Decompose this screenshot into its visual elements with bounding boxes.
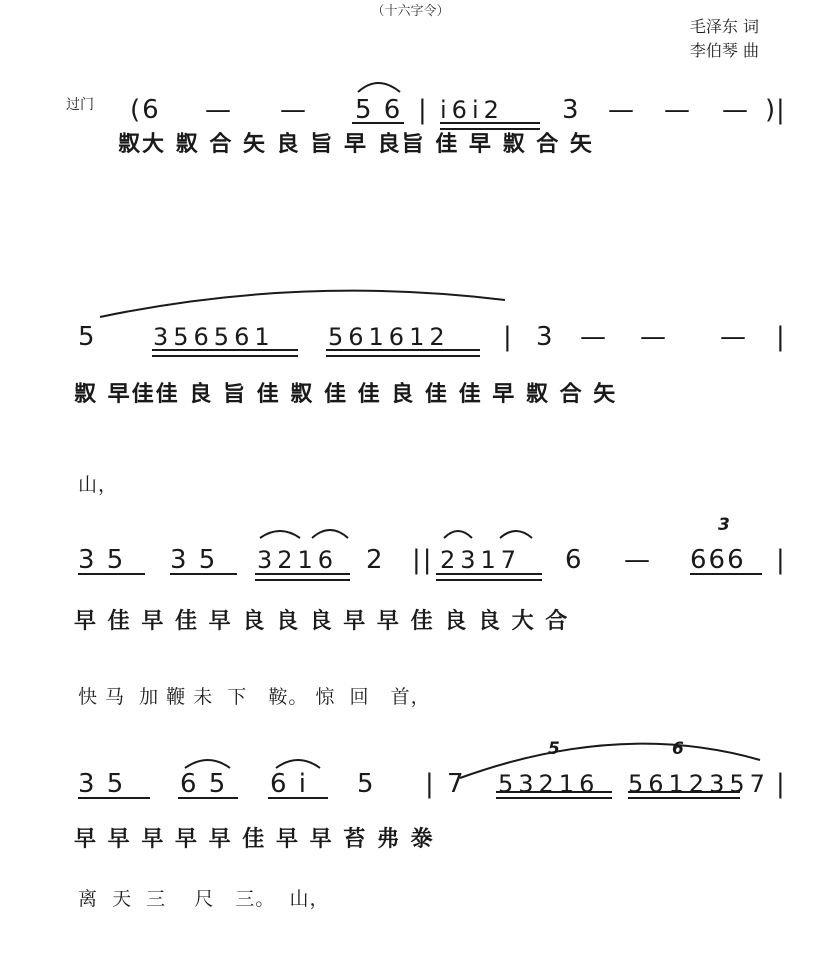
- composer-credit: 李伯琴 曲: [689, 41, 759, 60]
- tablature-line-4: 早 早 早 早 早 佳 早 早 苔 弗 𣳾: [74, 826, 435, 852]
- note-group: —: [624, 545, 652, 575]
- note-group: |: [503, 322, 514, 352]
- note-group: 6 5: [180, 769, 228, 799]
- lyric-line-2: 山，: [78, 474, 119, 496]
- tablature-line-1: 𠭥大 𠭥 合 矢 良 旨 早 良旨 佳 早 𠭥 合 矢: [118, 131, 594, 157]
- note-group: ): [765, 95, 778, 125]
- note-group: 5: [78, 322, 97, 352]
- note-group: —: [205, 95, 233, 125]
- note-group: 5612357: [628, 770, 770, 798]
- lyric-line-4: 离 天 三 尺 三。 山，: [78, 888, 330, 910]
- lyric-line-3: 快 马 加 鞭 未 下 鞍。 惊 回 首，: [78, 686, 431, 708]
- note-group: i6i2: [440, 96, 504, 124]
- note-group: |: [425, 769, 436, 799]
- note-group: 6 i: [270, 769, 309, 799]
- music-line-4: [78, 769, 787, 799]
- note-group: 2: [366, 545, 385, 575]
- note-group: 3 5: [170, 545, 218, 575]
- note-group: |: [776, 545, 787, 575]
- lyricist-credit: 毛泽东 词: [689, 17, 759, 36]
- note-group: 6: [565, 545, 584, 575]
- note-group: —: [580, 322, 608, 352]
- note-group: 3 5: [78, 769, 126, 799]
- note-group: —: [722, 95, 750, 125]
- intro-label: 过门: [66, 97, 94, 113]
- music-line-2: [78, 322, 787, 352]
- note-group: (6: [130, 95, 161, 125]
- tablature-line-3: 早 佳 早 佳 早 良 良 良 早 早 佳 良 良 大 合: [74, 608, 570, 634]
- tuplet-number: 3: [718, 515, 730, 535]
- note-group: 5: [357, 769, 376, 799]
- note-group: |: [776, 322, 787, 352]
- note-group: ||: [412, 545, 434, 575]
- slurs: [100, 83, 760, 778]
- note-group: 3 5: [78, 545, 126, 575]
- note-group: 561612: [328, 323, 450, 351]
- note-group: |: [418, 95, 429, 125]
- note-group: —: [664, 95, 692, 125]
- music-line-1: [130, 95, 787, 125]
- note-group: |: [776, 769, 787, 799]
- note-group: 2317: [440, 546, 522, 574]
- note-group: 666: [690, 545, 746, 575]
- note-group: 7: [447, 769, 466, 799]
- note-group: 3: [562, 95, 581, 125]
- tuplet-number: 5: [548, 739, 560, 759]
- tuplet-number: 6: [672, 739, 684, 759]
- note-group: |: [776, 95, 787, 125]
- note-group: 3: [536, 322, 555, 352]
- note-group: —: [640, 322, 668, 352]
- page-title: （十六字令）: [371, 4, 450, 19]
- music-line-3: [78, 545, 787, 575]
- note-group: —: [608, 95, 636, 125]
- note-group: 3216: [257, 546, 339, 574]
- tablature-line-2: 𠭥 早佳佳 良 旨 佳 𠭥 佳 佳 良 佳 佳 早 𠭥 合 矢: [74, 381, 618, 407]
- note-group: 53216: [498, 770, 600, 798]
- note-group: —: [280, 95, 308, 125]
- note-group: 356561: [153, 323, 275, 351]
- note-group: —: [720, 322, 748, 352]
- note-group: 5 6: [355, 95, 403, 125]
